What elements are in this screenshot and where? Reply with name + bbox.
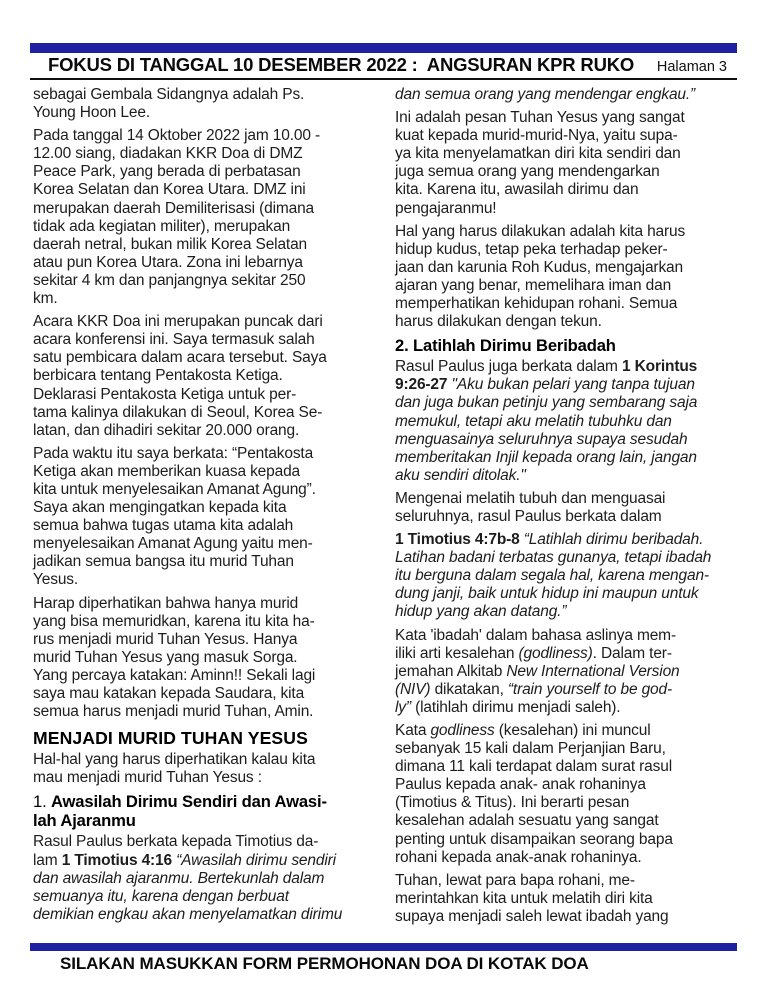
text-run: dikatakan, xyxy=(430,680,508,698)
text-run: godliness xyxy=(430,722,495,739)
text-run: 12.00 siang, diadakan KKR Doa di DMZ xyxy=(33,145,303,163)
paragraph xyxy=(395,722,746,867)
paragraph xyxy=(33,127,384,308)
header-divider-rule xyxy=(30,78,737,80)
text-run: semuanya itu, karena dengan berbuat xyxy=(33,887,289,905)
text-run: Paulus kepada anak- anak rohaninya xyxy=(395,776,646,794)
text-run: 2. Latihlah Dirimu Beribadah xyxy=(395,336,616,356)
text-run: ya kita menyelamatkan diri kita sendiri dan xyxy=(395,145,681,163)
text-run: demikian engkau akan menyelamatkan dirimu xyxy=(33,905,343,923)
text-run: acara konferensi ini. Saya termasuk salah xyxy=(33,331,315,349)
paragraph xyxy=(33,313,384,440)
numbered-heading xyxy=(33,792,384,830)
text-run: jadikan semua bangsa itu murid Tuhan xyxy=(33,553,294,571)
text-run: murid Tuhan Yesus yang masuk Sorga. xyxy=(33,648,298,666)
text-run: rohani kepada anak-anak rohaninya. xyxy=(395,848,642,866)
text-run: (NIV) xyxy=(395,680,431,698)
text-run: Rasul Paulus juga berkata dalam xyxy=(395,358,622,376)
text-run: (kesalehan) ini muncul xyxy=(494,722,651,739)
text-run: kesalehan adalah sesuatu yang sangat xyxy=(395,812,659,830)
page-number-label: Halaman 3 xyxy=(656,59,727,75)
numbered-heading xyxy=(395,336,746,355)
paragraph xyxy=(395,358,746,485)
section-heading xyxy=(33,729,384,747)
paragraph xyxy=(33,595,384,722)
text-run: “train yourself to be god- xyxy=(507,680,673,698)
text-run: pengajaranmu! xyxy=(395,199,497,217)
text-run: Mengenai melatih tubuh dan menguasai xyxy=(395,489,666,507)
text-run: kita. Karena itu, awasilah dirimu dan xyxy=(395,181,639,199)
paragraph xyxy=(395,109,746,218)
page-header xyxy=(30,54,737,76)
text-run: lah Ajaranmu xyxy=(33,811,136,831)
right-column xyxy=(395,86,746,931)
text-run: Peace Park, yang berada di perbatasan xyxy=(33,163,301,181)
text-run: . Dalam ter- xyxy=(592,644,672,662)
text-run: Deklarasi Pentakosta Ketiga untuk per- xyxy=(33,385,297,403)
text-run: 1 Timotius 4:7b-8 xyxy=(395,531,520,549)
text-run: (Timotius & Titus). Ini berarti pesan xyxy=(395,794,630,812)
text-run: harus dilakukan dengan tekun. xyxy=(395,313,602,331)
text-run: latan, dan dihadiri sekitar 20.000 orang. xyxy=(33,421,300,439)
text-run: merupakan daerah Demiliterisasi (dimana xyxy=(33,199,315,217)
paragraph xyxy=(33,833,384,923)
text-run: dung janji, baik untuk hidup ini maupun untuk xyxy=(395,585,699,603)
footer-accent-bar xyxy=(30,943,737,951)
text-run: New International Version xyxy=(506,662,680,680)
paragraph xyxy=(33,751,384,787)
text-run: dan semua orang yang mendengar engkau.” xyxy=(395,86,696,103)
text-run: Young Hoon Lee. xyxy=(33,104,150,122)
footer-instruction: SILAKAN MASUKKAN FORM PERMOHONAN DOA DI KOTAK DOA xyxy=(60,954,589,973)
text-run: "Aku bukan pelari yang tanpa tujuan xyxy=(447,376,695,394)
text-run: aku sendiri ditolak." xyxy=(395,466,526,484)
text-run: “Latihlah dirimu beribadah. xyxy=(519,531,704,549)
text-run: saya mau katakan kepada Saudara, kita xyxy=(33,685,305,702)
text-run: sekitar 4 km dan panjangnya sekitar 250 xyxy=(33,271,306,289)
text-run: 1. xyxy=(33,792,51,812)
text-run: Awasilah Dirimu Sendiri dan Awasi- xyxy=(51,792,327,812)
text-run: sebanyak 15 kali dalam Perjanjian Baru, xyxy=(395,740,666,758)
text-run: dan juga bukan petinju yang sembarang saja xyxy=(395,394,698,412)
text-run: Kata xyxy=(395,722,431,739)
text-run: seluruhnya, rasul Paulus berkata dalam xyxy=(395,507,662,525)
text-run: Kata 'ibadah' dalam bahasa aslinya mem- xyxy=(395,626,676,644)
text-run: ly” xyxy=(395,698,411,716)
paragraph xyxy=(395,872,746,926)
paragraph xyxy=(33,445,384,590)
text-run: memperhatikan kehidupan rohani. Semua xyxy=(395,295,678,313)
text-run: Hal yang harus dilakukan adalah kita harus xyxy=(395,222,686,240)
text-run: penting untuk disampaikan seorang bapa xyxy=(395,830,673,848)
text-run: tama kalinya dilakukan di Seoul, Korea Se- xyxy=(33,403,323,421)
text-run: Latihan badani terbatas gunanya, tetapi ibadah xyxy=(395,549,712,567)
text-run: daerah netral, bukan milik Korea Selatan xyxy=(33,235,308,253)
text-run: semua bahwa tugas utama kita adalah xyxy=(33,517,294,535)
text-run: hidup yang akan datang.” xyxy=(395,603,567,621)
text-run: juga semua orang yang mendengarkan xyxy=(395,163,660,181)
text-run: km. xyxy=(33,290,58,308)
paragraph xyxy=(395,223,746,332)
text-run: kuat kepada murid-murid-Nya, yaitu supa- xyxy=(395,127,678,145)
page-title: FOKUS DI TANGGAL 10 DESEMBER 2022 : ANGSURAN KPR RUKO xyxy=(48,54,635,75)
text-run: Tuhan, lewat para bapa rohani, me- xyxy=(395,871,635,889)
text-run: hidup kudus, tetap peka terhadap peker- xyxy=(395,240,668,258)
text-run: supaya menjadi saleh lewat ibadah yang xyxy=(395,907,669,925)
left-column xyxy=(33,86,384,931)
text-run: Hal-hal yang harus diperhatikan kalau kita xyxy=(33,751,316,769)
text-run: menyelesaikan Amanat Agung yaitu men- xyxy=(33,535,313,553)
text-run: 9:26-27 xyxy=(395,376,448,394)
text-run: memberitakan Injil kepada orang lain, jangan xyxy=(395,448,697,466)
text-run: Korea Selatan dan Korea Utara. DMZ ini xyxy=(33,181,306,199)
paragraph xyxy=(395,490,746,526)
text-run: memukul, tetapi aku melatih tubuhku dan xyxy=(395,412,672,430)
text-run: atau pun Korea Utara. Zona ini lebarnya xyxy=(33,253,303,271)
text-run: menguasainya seluruhnya supaya sesudah xyxy=(395,430,688,448)
text-run: satu pembicara dalam acara tersebut. Saya xyxy=(33,349,327,367)
text-run: (godliness) xyxy=(518,644,593,662)
text-run: MENJADI MURID TUHAN YESUS xyxy=(33,728,308,749)
paragraph xyxy=(395,627,746,717)
text-run: Harap diperhatikan bahwa hanya murid xyxy=(33,594,299,612)
text-run: (latihlah dirimu menjadi saleh). xyxy=(410,698,621,716)
text-run: Pada tanggal 14 Oktober 2022 jam 10.00 - xyxy=(33,127,320,145)
text-run: Yang percaya katakan: Aminn!! Sekali lagi xyxy=(33,666,316,684)
text-run: Yesus. xyxy=(33,571,79,589)
text-run: yang bisa memuridkan, karena itu kita ha- xyxy=(33,612,315,630)
text-run: berbicara tentang Pentakosta Ketiga. xyxy=(33,367,283,385)
text-run: “Awasilah dirimu sendiri xyxy=(172,851,336,869)
header-accent-bar xyxy=(30,43,737,53)
text-run: dan awasilah ajaranmu. Bertekunlah dalam xyxy=(33,869,325,887)
text-run: iliki arti kesalehan xyxy=(395,644,519,662)
paragraph xyxy=(395,86,746,104)
text-run: sebagai Gembala Sidangnya adalah Ps. xyxy=(33,86,305,103)
paragraph xyxy=(33,86,384,122)
text-run: tidak ada kegiatan militer), merupakan xyxy=(33,217,291,235)
text-run: jemahan Alkitab xyxy=(395,662,507,680)
text-run: 1 Timotius 4:16 xyxy=(61,851,172,869)
paragraph xyxy=(395,531,746,621)
text-run: jaan dan karunia Roh Kudus, mengajarkan xyxy=(395,258,683,276)
text-run: Rasul Paulus berkata kepada Timotius da- xyxy=(33,833,319,851)
text-run: lam xyxy=(33,851,62,869)
text-run: kita untuk menyelesaikan Amanat Agung”. xyxy=(33,480,316,498)
text-run: Ini adalah pesan Tuhan Yesus yang sangat xyxy=(395,109,685,127)
text-run: Pada waktu itu saya berkata: “Pentakosta xyxy=(33,444,314,462)
text-run: semua harus menjadi murid Tuhan, Amin. xyxy=(33,703,314,721)
text-run: mau menjadi murid Tuhan Yesus : xyxy=(33,769,262,787)
article-body xyxy=(33,86,747,931)
text-run: itu berguna dalam segala hal, karena mengan- xyxy=(395,567,709,585)
text-run: 1 Korintus xyxy=(621,358,698,376)
text-run: Saya akan mengingatkan kepada kita xyxy=(33,499,287,517)
text-run: Ketiga akan memberikan kuasa kepada xyxy=(33,462,301,480)
text-run: Acara KKR Doa ini merupakan puncak dari xyxy=(33,313,323,331)
text-run: ajaran yang benar, memelihara iman dan xyxy=(395,276,672,294)
text-run: merintahkan kita untuk melatih diri kita xyxy=(395,889,653,907)
text-run: dimana 11 kali terdapat dalam surat rasul xyxy=(395,758,673,776)
text-run: rus menjadi murid Tuhan Yesus. Hanya xyxy=(33,630,298,648)
